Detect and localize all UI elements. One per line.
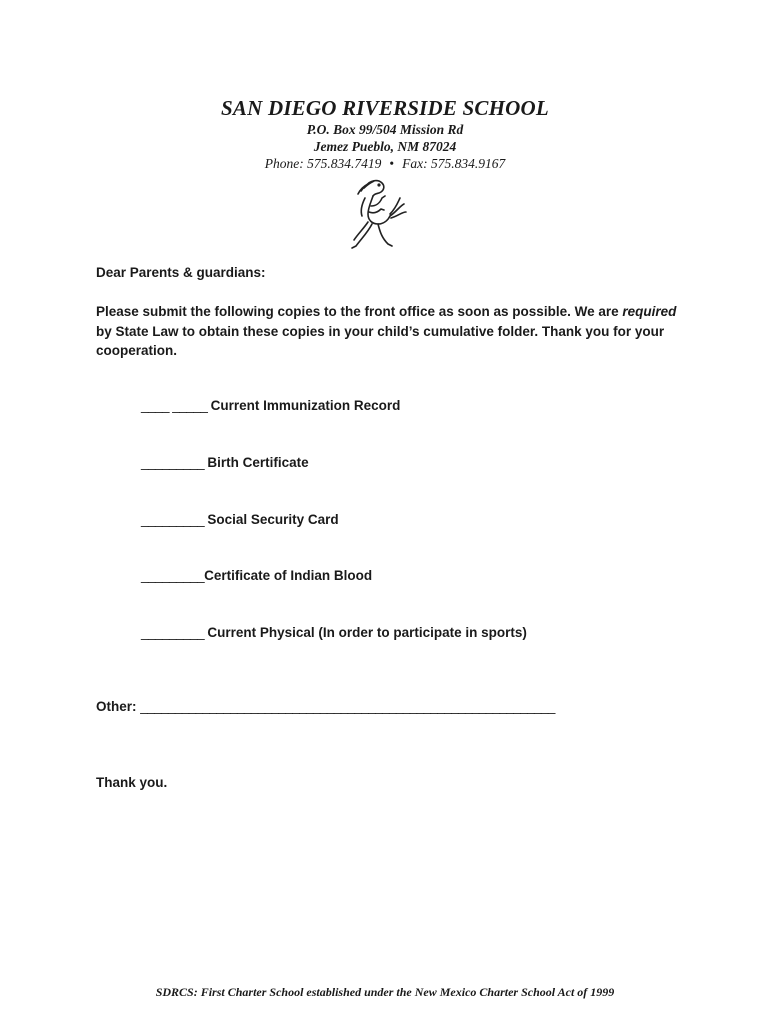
item-label: Current Immunization Record xyxy=(210,398,401,413)
checklist-item-immunization xyxy=(141,398,400,413)
item-label: Birth Certificate xyxy=(207,455,309,470)
para-part-1: Please submit the following copies to the front office as soon as possible. We are xyxy=(96,304,623,319)
contact-line xyxy=(0,156,770,172)
check-blank[interactable]: _________ xyxy=(141,512,208,527)
address-line-2: Jemez Pueblo, NM 87024 xyxy=(313,139,457,154)
para-part-2: by State Law to obtain these copies in your child’s cumulative folder. Thank you for your cooperation. xyxy=(96,323,665,358)
check-blank[interactable]: _________ xyxy=(141,455,208,470)
phone-number: Phone: 575.834.7419 xyxy=(264,156,382,171)
bullet-separator: • xyxy=(389,156,395,171)
horse-mascot-icon xyxy=(338,176,410,256)
check-blank[interactable]: _________ xyxy=(141,568,205,583)
fax-number: Fax: 575.834.9167 xyxy=(402,156,506,171)
check-blank[interactable]: ____ _____ xyxy=(141,398,211,413)
other-blank[interactable]: ____________________________________________________________ xyxy=(140,699,555,714)
other-label: Other: xyxy=(96,699,141,714)
item-label: Current Physical (In order to participate in sports) xyxy=(207,625,527,640)
instructions-paragraph xyxy=(96,302,686,361)
check-blank[interactable]: _________ xyxy=(141,625,208,640)
footer-note: SDRCS: First Charter School established under the New Mexico Charter School Act of 1999 xyxy=(155,985,615,999)
greeting: Dear Parents & guardians: xyxy=(96,265,266,280)
closing: Thank you. xyxy=(96,775,168,790)
item-label: Social Security Card xyxy=(207,512,339,527)
para-emphasis: required xyxy=(622,304,677,319)
address-line-1: P.O. Box 99/504 Mission Rd xyxy=(306,122,464,137)
checklist-item-indian-blood xyxy=(141,568,372,583)
checklist-item-social-security xyxy=(141,512,339,527)
checklist-item-birth-certificate xyxy=(141,455,309,470)
school-name: SAN DIEGO RIVERSIDE SCHOOL xyxy=(221,96,549,120)
checklist-item-physical xyxy=(141,625,527,640)
item-label: Certificate of Indian Blood xyxy=(204,568,373,583)
other-field xyxy=(96,699,555,714)
